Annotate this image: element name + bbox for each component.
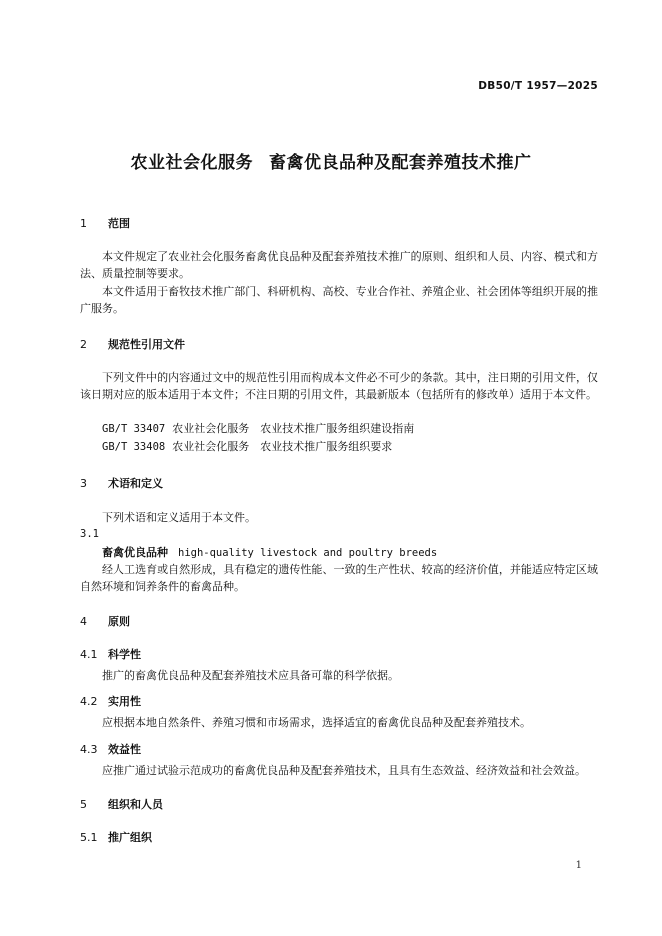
section-1-paragraph-2: 本文件适用于畜牧技术推广部门、科研机构、高校、专业合作社、养殖企业、社会团体等组织开展的推广服务。 <box>80 285 598 315</box>
section-5-number: 5 <box>80 798 87 811</box>
section-3-title: 术语和定义 <box>108 477 163 490</box>
section-4-3-title: 效益性 <box>108 743 141 756</box>
section-1-heading <box>80 215 130 231</box>
reference-code: GB/T 33408 <box>102 441 166 453</box>
standard-code: DB50/T 1957—2025 <box>478 80 598 92</box>
section-4-2-text: 应根据本地自然条件、养殖习惯和市场需求，选择适宜的畜禽优良品种及配套养殖技术。 <box>102 716 531 729</box>
section-2-heading <box>80 336 185 352</box>
section-4-3-number: 4.3 <box>80 743 98 756</box>
section-4-heading <box>80 613 130 629</box>
section-1-title: 范围 <box>108 217 130 230</box>
document-title-part2: 畜禽优良品种及配套养殖技术推广 <box>269 153 532 173</box>
term-english: high-quality livestock and poultry breeds <box>178 547 438 559</box>
section-4-2-heading <box>80 693 141 709</box>
section-4-1-number: 4.1 <box>80 648 98 661</box>
term-entry <box>102 544 437 560</box>
section-4-3-heading <box>80 741 141 757</box>
section-1-number: 1 <box>80 217 87 230</box>
reference-code: GB/T 33407 <box>102 423 166 435</box>
section-5-heading <box>80 796 163 812</box>
section-4-2-title: 实用性 <box>108 695 141 708</box>
section-3-heading <box>80 475 163 491</box>
section-4-1-text: 推广的畜禽优良品种及配套养殖技术应具备可靠的科学依据。 <box>102 669 399 682</box>
reference-title: 农业社会化服务 农业技术推广服务组织要求 <box>172 440 393 453</box>
reference-title: 农业社会化服务 农业技术推广服务组织建设指南 <box>172 422 415 435</box>
section-2-paragraph-1: 下列文件中的内容通过文中的规范性引用而构成本文件必不可少的条款。其中，注日期的引用文件，仅该日期对应的版本适用于本文件；不注日期的引用文件，其最新版本（包括所有的修改单）适用于本文件。 <box>80 371 598 401</box>
section-5-1-number: 5.1 <box>80 831 98 844</box>
section-4-number: 4 <box>80 615 87 628</box>
section-5-1-heading <box>80 829 152 845</box>
page-number: 1 <box>575 860 582 871</box>
section-4-1-title: 科学性 <box>108 648 141 661</box>
document-title <box>0 148 662 173</box>
reference-item <box>102 438 392 456</box>
section-4-2-number: 4.2 <box>80 695 98 708</box>
term-definition: 经人工选育或自然形成，具有稳定的遗传性能、一致的生产性状、较高的经济价值，并能适应特定区域自然环境和饲养条件的畜禽品种。 <box>80 563 598 593</box>
term-chinese: 畜禽优良品种 <box>102 546 168 559</box>
section-3-paragraph-1: 下列术语和定义适用于本文件。 <box>102 511 256 524</box>
section-1-paragraph-1: 本文件规定了农业社会化服务畜禽优良品种及配套养殖技术推广的原则、组织和人员、内容、模式和方法、质量控制等要求。 <box>80 250 598 280</box>
reference-item <box>102 420 414 438</box>
section-2-number: 2 <box>80 338 87 351</box>
section-4-3-text: 应推广通过试验示范成功的畜禽优良品种及配套养殖技术，且具有生态效益、经济效益和社会效益。 <box>102 764 586 777</box>
section-3-number: 3 <box>80 477 87 490</box>
section-2-title: 规范性引用文件 <box>108 338 185 351</box>
term-number: 3.1 <box>80 528 99 540</box>
section-5-title: 组织和人员 <box>108 798 163 811</box>
section-4-title: 原则 <box>108 615 130 628</box>
section-4-1-heading <box>80 646 141 662</box>
section-5-1-title: 推广组织 <box>108 831 152 844</box>
document-title-part1: 农业社会化服务 <box>130 153 253 173</box>
